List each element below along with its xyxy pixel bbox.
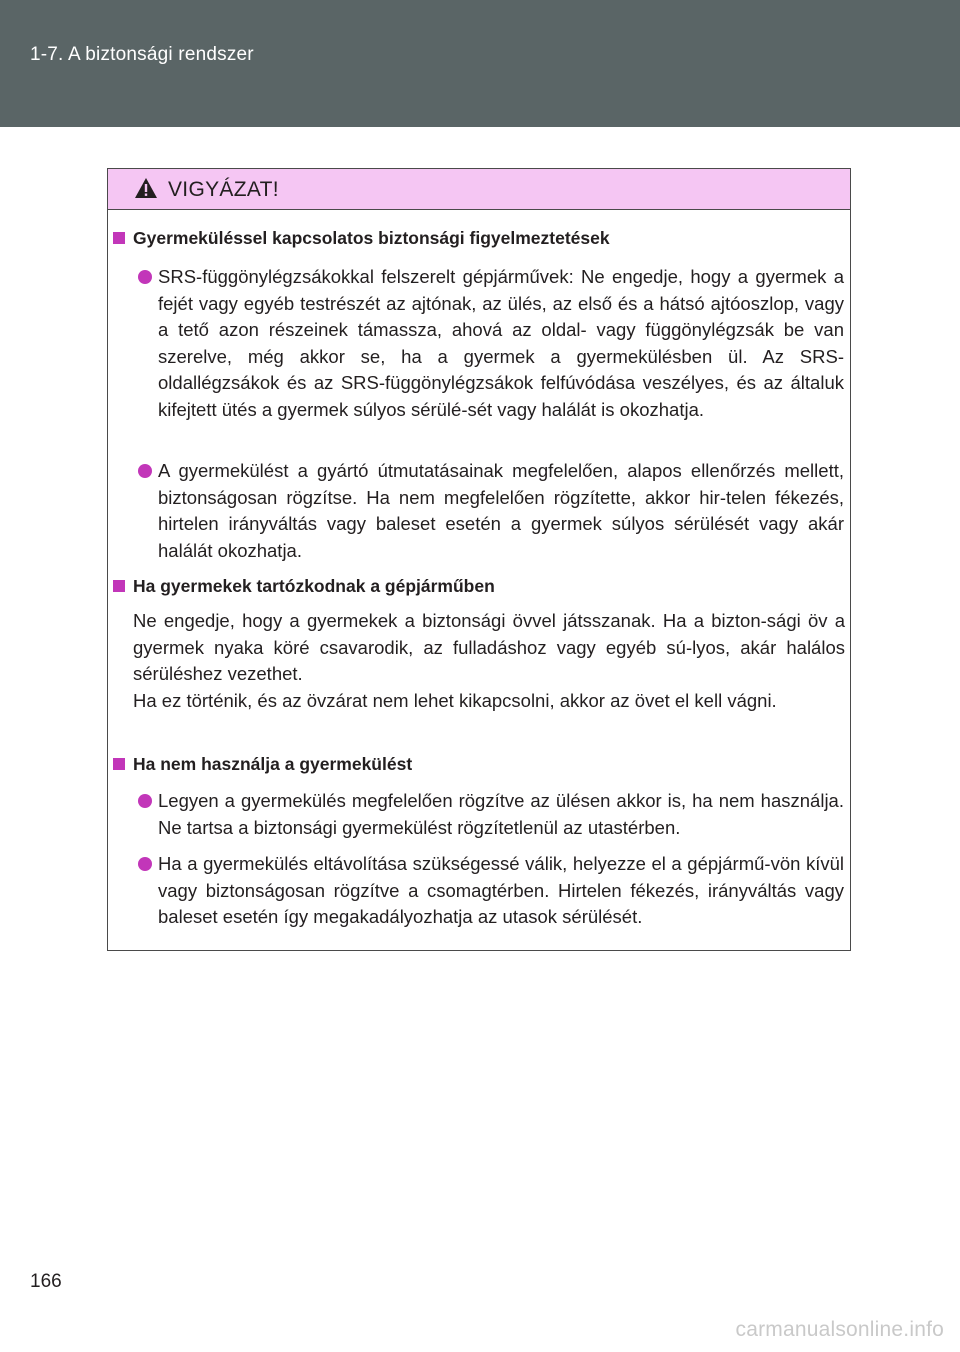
warning-title: VIGYÁZAT! bbox=[168, 178, 279, 201]
warning-section-title: Ha nem használja a gyermekülést bbox=[113, 754, 412, 775]
warning-bullet: SRS-függönylégzsákokkal felszerelt gépjárművek: Ne engedje, hogy a gyermek a fejét vagy egyéb testrészét az ajtónak, az ülés, az első és a hátsó ajtóoszlop, vagy a tető azon részeinek támassza, ahová az oldal- vagy függönylégzsák be van szerelve, még akkor se, ha a gyermek a gyermekülésben ül. Az SRS-oldallégzsákok és az SRS-függönylégzsákok felfúvódása veszélyes, és az általuk kifejtett ütés a gyermek súlyos sérülé-sét vagy halálát is okozhatja. bbox=[138, 264, 844, 423]
square-bullet-icon bbox=[113, 232, 125, 244]
warning-bullet: A gyermekülést a gyártó útmutatásainak megfelelően, alapos ellenőrzés mellett, biztonságosan rögzítse. Ha nem megfelelően rögzítette, akkor hir-telen fékezés, hirtelen irányváltás vagy baleset esetén a gyermek súlyos sérülését vagy akár halálát okozhatja. bbox=[138, 458, 844, 564]
warning-section-title: Gyermeküléssel kapcsolatos biztonsági figyelmeztetések bbox=[113, 228, 610, 249]
round-bullet-icon bbox=[138, 270, 152, 284]
page-header bbox=[0, 0, 960, 127]
warning-box bbox=[107, 168, 851, 951]
square-bullet-icon bbox=[113, 758, 125, 770]
round-bullet-icon bbox=[138, 794, 152, 808]
section-title: 1-7. A biztonsági rendszer bbox=[30, 44, 254, 65]
watermark: carmanualsonline.info bbox=[735, 1318, 944, 1341]
page-number: 166 bbox=[30, 1271, 62, 1292]
warning-bullet: Ha a gyermekülés eltávolítása szükségessé válik, helyezze el a gépjármű-vön kívül vagy biztonságosan rögzítve a csomagtérben. Hirtelen fékezés, irányváltás vagy baleset esetén így megakadályozhatja az utasok sérülését. bbox=[138, 851, 844, 931]
warning-paragraph: Ne engedje, hogy a gyermekek a biztonsági övvel játsszanak. Ha a bizton-sági öv a gyermek nyaka köré csavarodik, az fulladáshoz vagy egyéb sú-lyos, akár halálos sérüléshez vezethet. bbox=[133, 610, 845, 684]
round-bullet-icon bbox=[138, 464, 152, 478]
round-bullet-icon bbox=[138, 857, 152, 871]
warning-header bbox=[108, 169, 850, 210]
warning-paragraph: Ha ez történik, és az övzárat nem lehet kikapcsolni, akkor az övet el kell vágni. bbox=[133, 690, 777, 711]
warning-section-title: Ha gyermekek tartózkodnak a gépjárműben bbox=[113, 576, 495, 597]
square-bullet-icon bbox=[113, 580, 125, 592]
warning-triangle-icon bbox=[134, 177, 158, 199]
warning-bullet: Legyen a gyermekülés megfelelően rögzítve az ülésen akkor is, ha nem használja. Ne tartsa a biztonsági gyermekülést rögzítetlenül az utastérben. bbox=[138, 788, 844, 841]
